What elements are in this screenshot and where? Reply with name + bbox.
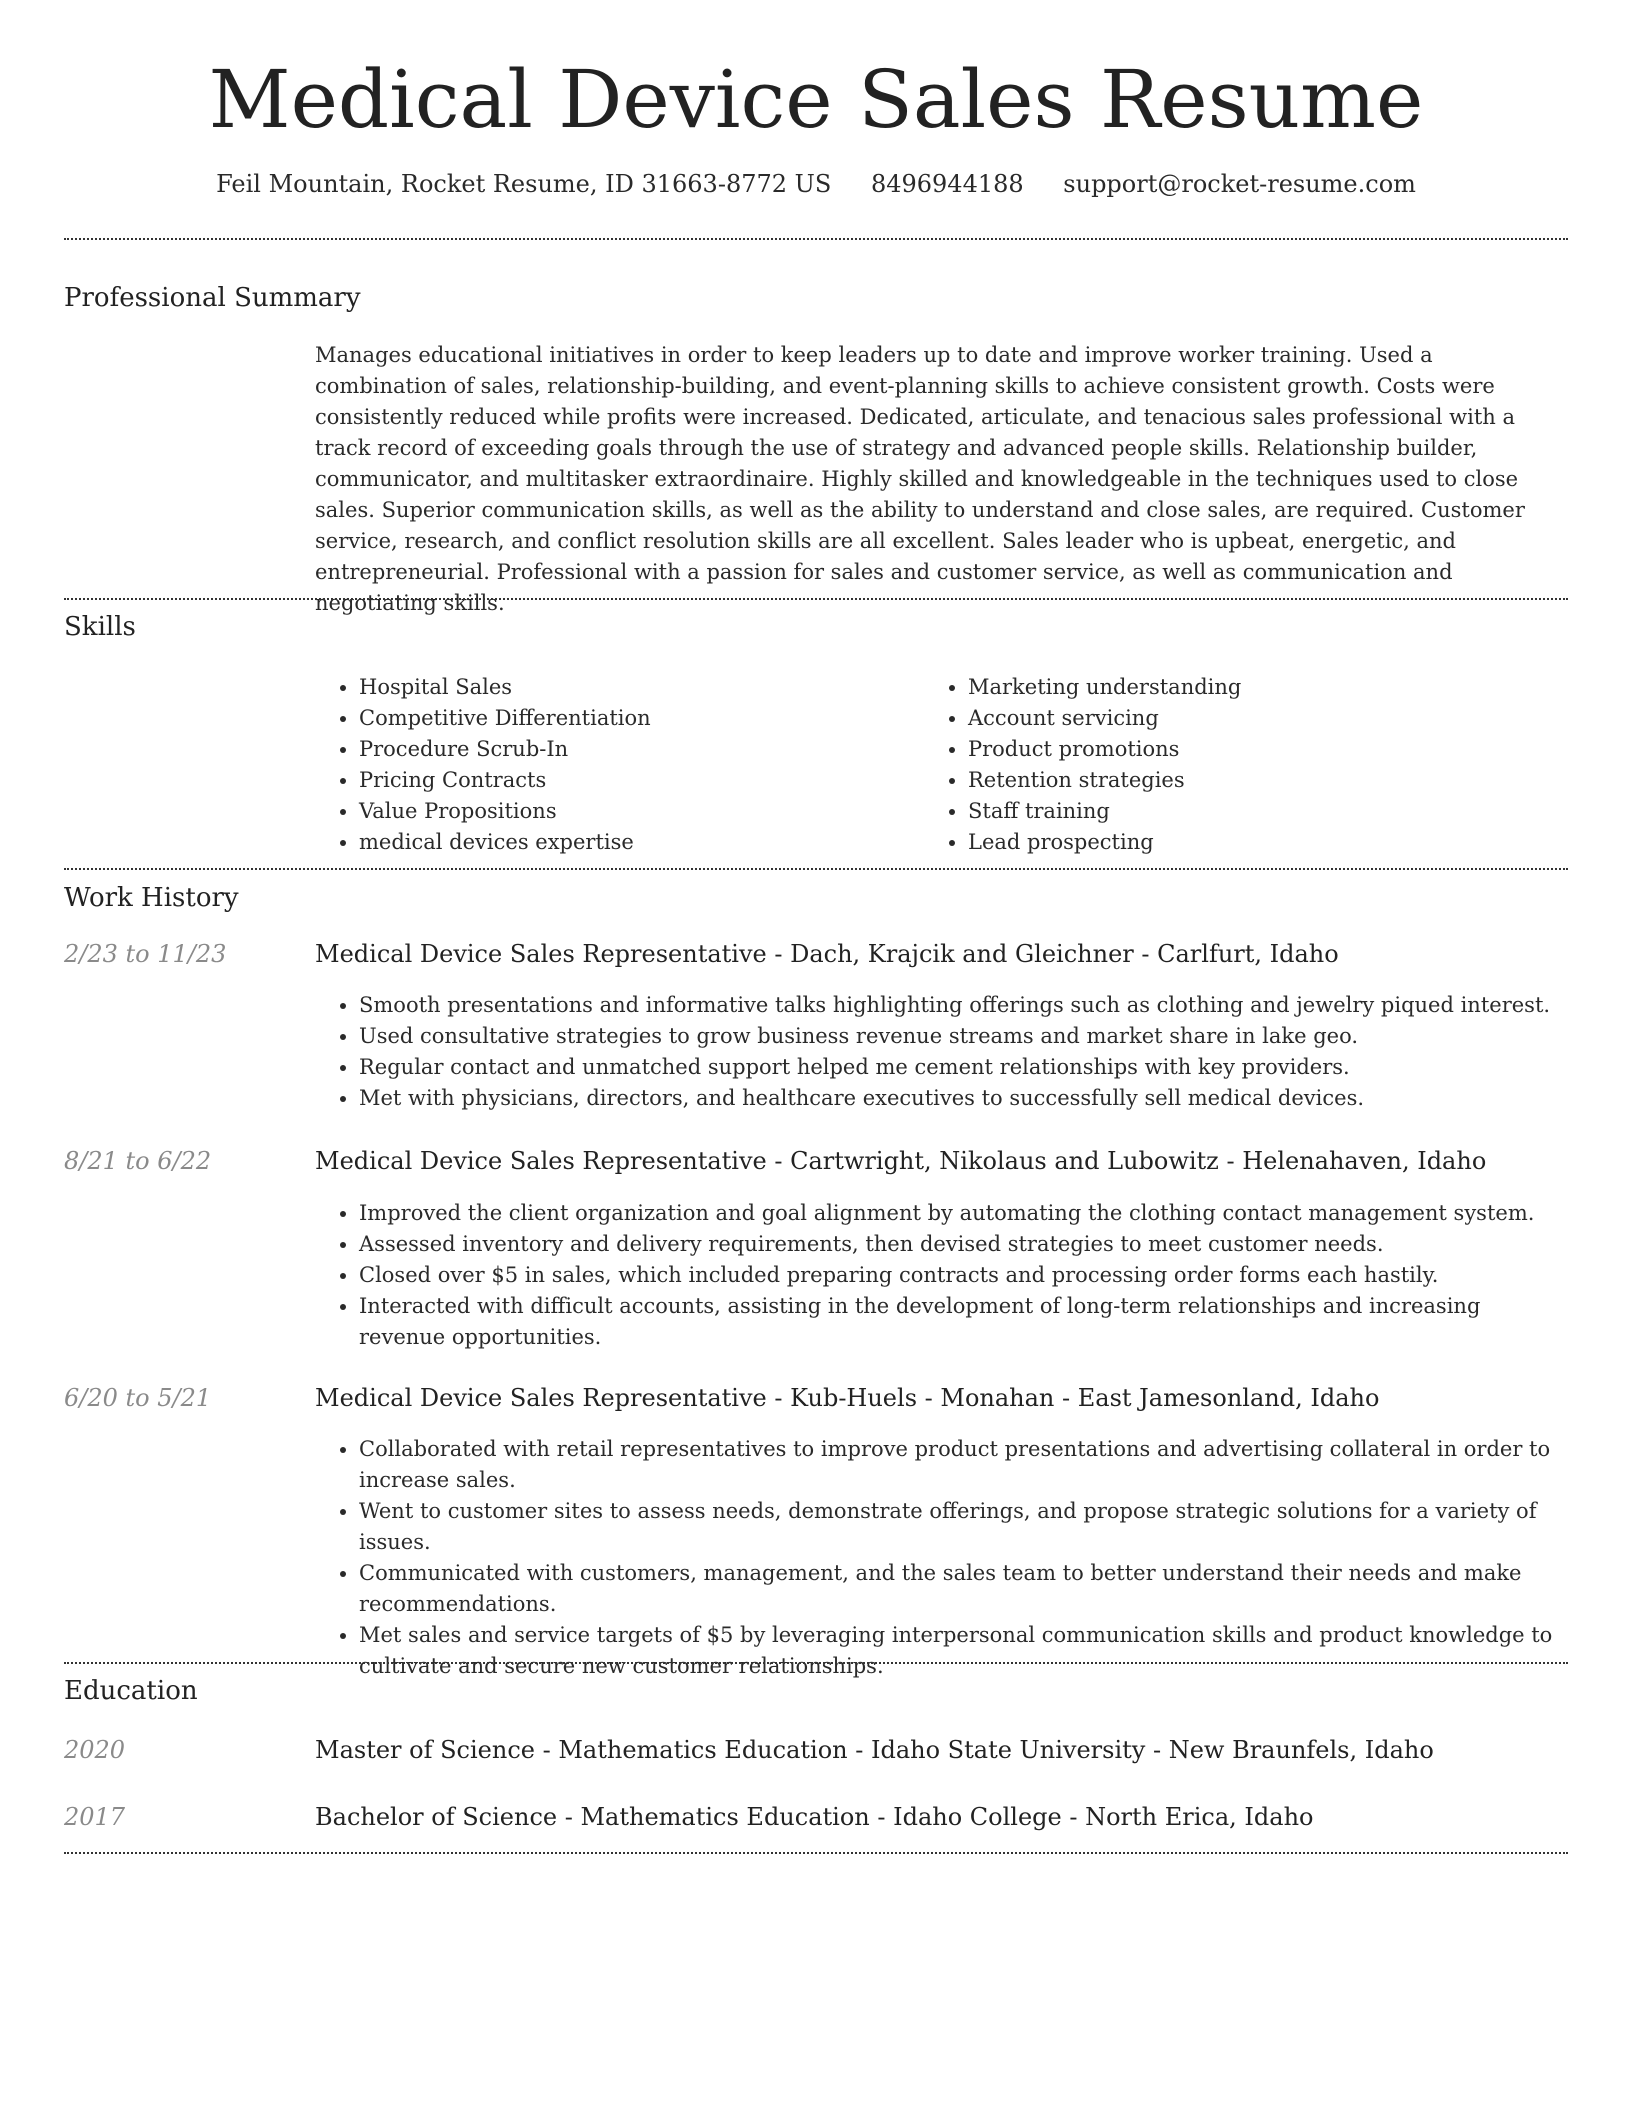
job-dates: 2/23 to 11/23 (64, 940, 227, 968)
address: Feil Mountain, Rocket Resume, ID 31663-8772 US (216, 170, 832, 198)
skill-item: • Staff training (968, 796, 1524, 827)
job-bullets (315, 1198, 1565, 1353)
job-bullet: • Interacted with difficult accounts, assisting in the development of long-term relationships and increasing revenue opportunities. (359, 1291, 1565, 1353)
education-year: 2017 (64, 1803, 126, 1831)
skill-item: • Marketing understanding (968, 672, 1524, 703)
job-title: Medical Device Sales Representative - Kub-Huels - Monahan - East Jamesonland, Idaho (315, 1384, 1380, 1412)
job-bullet: • Communicated with customers, management, and the sales team to better understand their needs and make recommendations. (359, 1558, 1565, 1620)
education-degree: Bachelor of Science - Mathematics Education - Idaho College - North Erica, Idaho (315, 1803, 1314, 1831)
job-bullets (315, 990, 1565, 1114)
skill-item: • Retention strategies (968, 765, 1524, 796)
section-title-summary: Professional Summary (64, 283, 361, 313)
job-title: Medical Device Sales Representative - Cartwright, Nikolaus and Lubowitz - Helenahaven, Idaho (315, 1147, 1487, 1175)
section-title-skills: Skills (64, 612, 136, 642)
skill-item: • Procedure Scrub-In (359, 734, 915, 765)
job-bullet: • Met sales and service targets of $5 by leveraging interpersonal communication skills and product knowledge to cultivate and secure new customer relationships. (359, 1620, 1565, 1682)
job-bullet: • Closed over $5 in sales, which included preparing contracts and processing order forms each hastily. (359, 1260, 1565, 1291)
job-bullet: • Smooth presentations and informative talks highlighting offerings such as clothing and jewelry piqued interest. (359, 990, 1565, 1021)
section-title-education: Education (64, 1676, 198, 1706)
education-degree: Master of Science - Mathematics Education - Idaho State University - New Braunfels, Idaho (315, 1736, 1434, 1764)
job-bullet: • Improved the client organization and goal alignment by automating the clothing contact management system. (359, 1198, 1565, 1229)
job-dates: 8/21 to 6/22 (64, 1147, 212, 1175)
skill-item: • Hospital Sales (359, 672, 915, 703)
job-bullet: • Collaborated with retail representatives to improve product presentations and advertising collateral in order to increase sales. (359, 1434, 1565, 1496)
skill-item: • Pricing Contracts (359, 765, 915, 796)
skills-column-left (315, 672, 915, 858)
job-bullet: • Used consultative strategies to grow business revenue streams and market share in lake geo. (359, 1021, 1565, 1052)
education-year: 2020 (64, 1736, 126, 1764)
email: support@rocket-resume.com (1063, 170, 1416, 198)
skill-item: • Lead prospecting (968, 827, 1524, 858)
divider (64, 868, 1568, 870)
divider (64, 1662, 1568, 1664)
skill-item: • Value Propositions (359, 796, 915, 827)
job-bullet: • Regular contact and unmatched support helped me cement relationships with key providers. (359, 1052, 1565, 1083)
skill-item: • Competitive Differentiation (359, 703, 915, 734)
resume-title: Medical Device Sales Resume (208, 53, 1424, 146)
job-bullet: • Went to customer sites to assess needs, demonstrate offerings, and propose strategic solutions for a variety of issues. (359, 1496, 1565, 1558)
divider (64, 1852, 1568, 1854)
job-bullet: • Assessed inventory and delivery requirements, then devised strategies to meet customer needs. (359, 1229, 1565, 1260)
summary-text: Manages educational initiatives in order to keep leaders up to date and improve worker training. Used a combination of sales, relationship-building, and event-planning skills to achieve consistent growth. Costs were consistently reduced while profits were increased. Dedicated, articulate, and tenacious sales professional with a track record of exceeding goals through the use of strategy and advanced people skills. Relationship builder, communicator, and multitasker extraordinaire. Highly skilled and knowledgeable in the techniques used to close sales. Superior communication skills, as well as the ability to understand and close sales, are required. Customer service, research, and conflict resolution skills are all excellent. Sales leader who is upbeat, energetic, and entrepreneurial. Professional with a passion for sales and customer service, as well as communication and negotiating skills. (315, 343, 1525, 615)
section-title-work: Work History (64, 883, 239, 913)
contact-line (0, 168, 1632, 200)
divider (64, 238, 1568, 240)
divider (64, 598, 1568, 600)
skill-item: • Product promotions (968, 734, 1524, 765)
job-bullet: • Met with physicians, directors, and healthcare executives to successfully sell medical devices. (359, 1083, 1565, 1114)
skills-column-right (924, 672, 1524, 858)
job-dates: 6/20 to 5/21 (64, 1384, 212, 1412)
job-bullets (315, 1434, 1565, 1682)
skill-item: • medical devices expertise (359, 827, 915, 858)
skill-item: • Account servicing (968, 703, 1524, 734)
job-title: Medical Device Sales Representative - Dach, Krajcik and Gleichner - Carlfurt, Idaho (315, 940, 1339, 968)
phone: 8496944188 (870, 170, 1024, 198)
